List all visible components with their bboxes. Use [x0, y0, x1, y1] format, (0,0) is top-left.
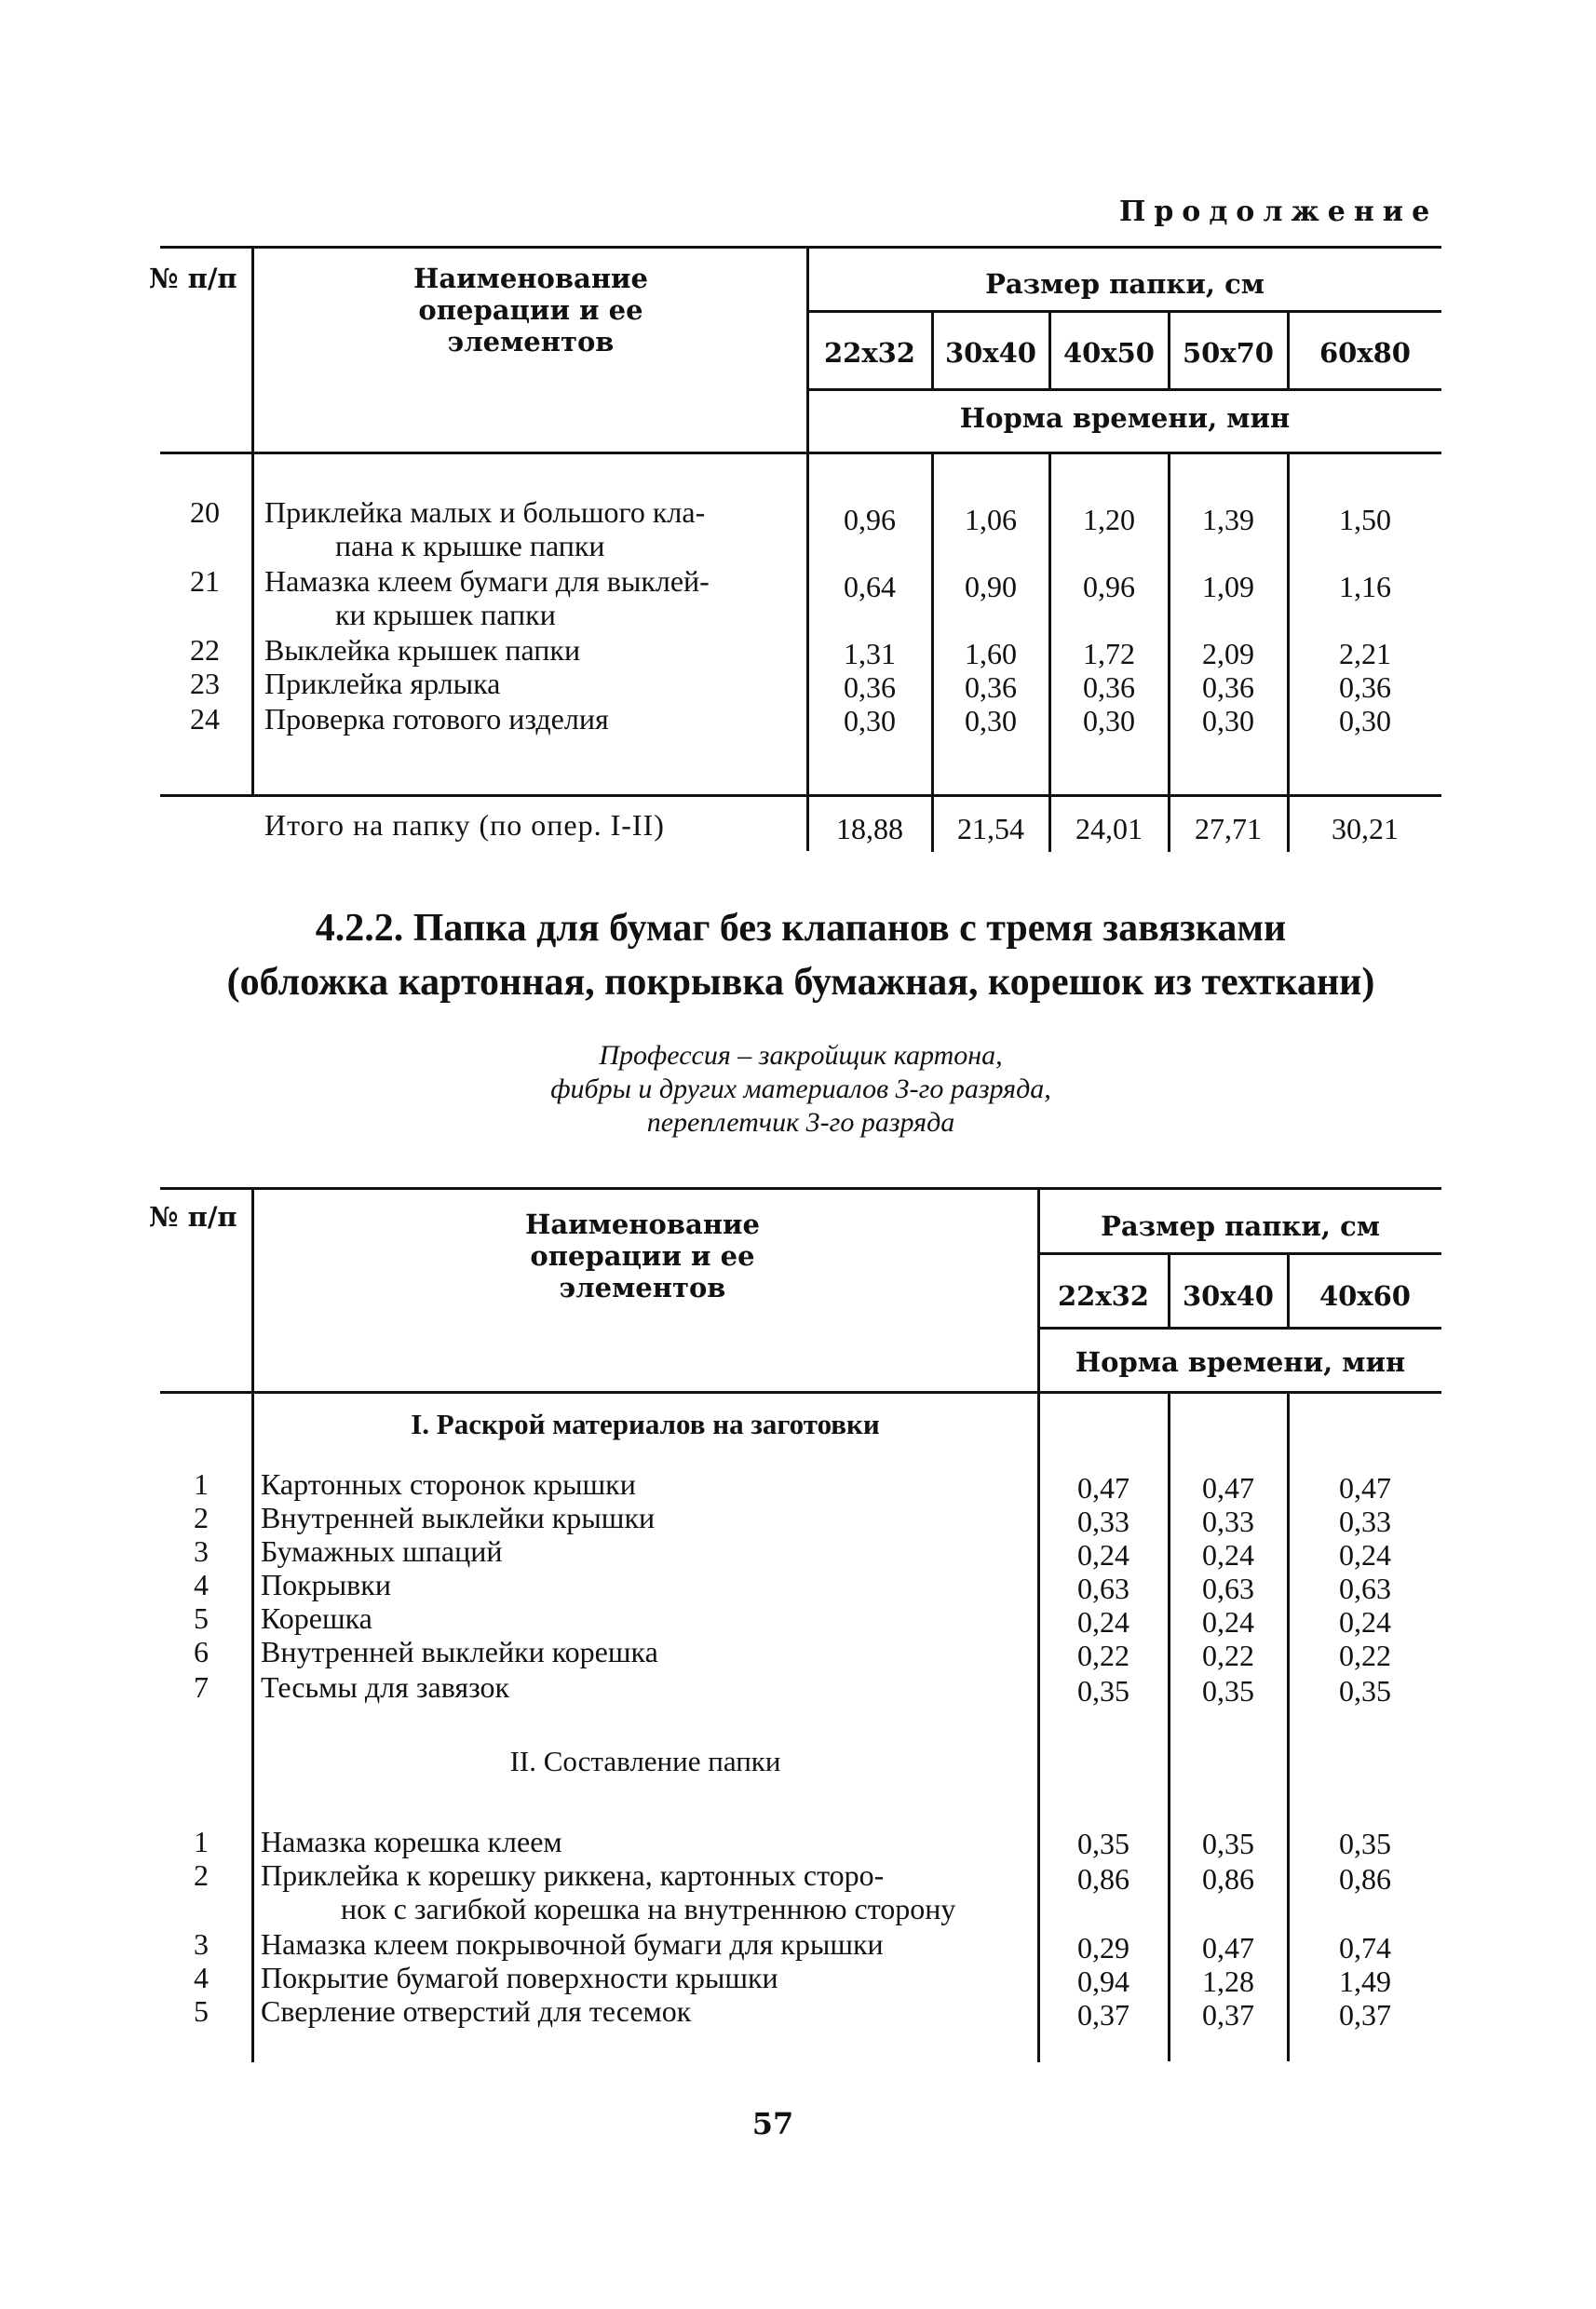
cell-value: 0,47 — [1077, 1471, 1129, 1505]
cell-value: 0,37 — [1339, 1998, 1391, 2032]
total-value: 30,21 — [1332, 812, 1399, 845]
cell-value: 0,86 — [1077, 1862, 1129, 1896]
norm-header: Норма времени, мин — [959, 402, 1291, 434]
row-num: 6 — [194, 1635, 209, 1668]
continuation-label: Продолжение — [1119, 196, 1439, 228]
cell-value: 0,35 — [1339, 1674, 1391, 1708]
row-num: 5 — [194, 1994, 209, 2028]
cell-value: 0,22 — [1077, 1639, 1129, 1672]
row-num: 24 — [190, 702, 220, 736]
cell-value: 1,31 — [844, 637, 896, 670]
size-40x50: 40x50 — [1062, 337, 1155, 369]
col-num-header: № п/п — [149, 263, 237, 294]
cell-value: 0,47 — [1202, 1931, 1254, 1965]
cell-value: 0,90 — [965, 570, 1017, 603]
cell-value: 0,24 — [1202, 1605, 1254, 1639]
row-name: Внутренней выклейки крышки — [261, 1501, 656, 1534]
row-num: 23 — [190, 667, 220, 700]
cell-value: 2,09 — [1202, 637, 1254, 670]
row-num: 21 — [190, 564, 220, 598]
cell-value: 0,63 — [1339, 1572, 1391, 1605]
col-size-header: Размер папки, см — [1101, 1210, 1380, 1242]
cell-value: 1,50 — [1339, 503, 1391, 536]
cell-value: 1,06 — [965, 503, 1017, 536]
row-name: Покрытие бумагой поверхности крышки — [261, 1961, 778, 1994]
cell-value: 0,24 — [1077, 1605, 1129, 1639]
section-heading-1: I. Раскрой материалов на заготовки — [411, 1408, 880, 1440]
cell-value: 0,35 — [1202, 1827, 1254, 1860]
cell-value: 0,63 — [1202, 1572, 1254, 1605]
cell-value: 0,24 — [1077, 1538, 1129, 1572]
norm-header: Норма времени, мин — [1075, 1346, 1406, 1378]
size-40x60: 40x60 — [1319, 1280, 1411, 1312]
total-value: 24,01 — [1075, 812, 1143, 845]
cell-value: 0,24 — [1202, 1538, 1254, 1572]
cell-value: 0,35 — [1077, 1827, 1129, 1860]
cell-value: 0,24 — [1339, 1605, 1391, 1639]
col-name-header: Наименование операции и ее элементов — [413, 263, 649, 358]
cell-value: 0,33 — [1202, 1505, 1254, 1538]
row-name: Намазка клеем покрывочной бумаги для крышки — [261, 1927, 884, 1961]
section-title-line-2: (обложка картонная, покрывка бумажная, корешок из техткани) — [226, 961, 1375, 1004]
profession-note — [160, 1039, 1441, 1140]
cell-value: 0,36 — [965, 670, 1017, 704]
cell-value: 0,64 — [844, 570, 896, 603]
row-name: Внутренней выклейки корешка — [261, 1635, 658, 1668]
cell-value: 0,94 — [1077, 1965, 1129, 1998]
row-num: 1 — [194, 1825, 209, 1858]
row-num: 2 — [194, 1501, 209, 1534]
cell-value: 0,33 — [1077, 1505, 1129, 1538]
row-num: 2 — [194, 1858, 209, 1892]
cell-value: 0,30 — [1339, 704, 1391, 737]
row-name: Корешка — [261, 1601, 372, 1635]
profession-line-3: переплетчик 3-го разряда — [646, 1107, 955, 1138]
row-num: 1 — [194, 1467, 209, 1501]
row-name: Приклейка ярлыка — [264, 667, 501, 700]
size-22x32: 22x32 — [823, 337, 915, 369]
row-name: Сверление отверстий для тесемок — [261, 1994, 692, 2028]
cell-value: 0,35 — [1339, 1827, 1391, 1860]
cell-value: 0,30 — [1083, 704, 1135, 737]
row-num: 3 — [194, 1927, 209, 1961]
row-name: Картонных сторонок крышки — [261, 1467, 636, 1501]
profession-line-2: фибры и других материалов 3-го разряда, — [550, 1073, 1051, 1104]
size-60x80: 60x80 — [1319, 337, 1411, 369]
size-30x40: 30x40 — [944, 337, 1036, 369]
row-num: 4 — [194, 1961, 209, 1994]
col-name-header: Наименование операции и ее элементов — [524, 1209, 761, 1303]
cell-value: 0,22 — [1202, 1639, 1254, 1672]
cell-value: 0,22 — [1339, 1639, 1391, 1672]
cell-value: 0,47 — [1202, 1471, 1254, 1505]
cell-value: 0,37 — [1202, 1998, 1254, 2032]
cell-value: 1,49 — [1339, 1965, 1391, 1998]
row-name: Проверка готового изделия — [264, 702, 609, 736]
row-name: Намазка корешка клеем — [261, 1825, 562, 1858]
cell-value: 0,30 — [1202, 704, 1254, 737]
row-num: 7 — [194, 1670, 209, 1704]
row-num: 4 — [194, 1568, 209, 1601]
row-name: Покрывки — [261, 1568, 391, 1601]
cell-value: 2,21 — [1339, 637, 1391, 670]
row-num: 5 — [194, 1601, 209, 1635]
row-name: Намазка клеем бумаги для выклей- — [264, 564, 710, 598]
row-name-cont: пана к крышке папки — [335, 529, 605, 562]
cell-value: 0,96 — [1083, 570, 1135, 603]
cell-value: 1,28 — [1202, 1965, 1254, 1998]
cell-value: 0,36 — [1339, 670, 1391, 704]
cell-value: 0,36 — [1083, 670, 1135, 704]
row-name: Выклейка крышек папки — [264, 633, 581, 667]
cell-value: 1,20 — [1083, 503, 1135, 536]
cell-value: 0,30 — [965, 704, 1017, 737]
total-value: 27,71 — [1195, 812, 1262, 845]
row-name: Тесьмы для завязок — [261, 1670, 510, 1704]
profession-line-1: Профессия – закройщик картона, — [599, 1040, 1003, 1071]
cell-value: 0,29 — [1077, 1931, 1129, 1965]
col-size-header: Размер папки, см — [985, 268, 1265, 300]
cell-value: 0,36 — [844, 670, 896, 704]
row-name: Приклейка к корешку риккена, картонных сторо- — [261, 1858, 885, 1892]
cell-value: 0,74 — [1339, 1931, 1391, 1965]
cell-value: 0,86 — [1339, 1862, 1391, 1896]
cell-value: 0,37 — [1077, 1998, 1129, 2032]
total-value: 21,54 — [957, 812, 1024, 845]
cell-value: 1,39 — [1202, 503, 1254, 536]
section-title — [160, 901, 1441, 1009]
col-num-header: № п/п — [149, 1201, 237, 1233]
page-number: 57 — [751, 2106, 794, 2141]
row-name-cont: нок с загибкой корешка на внутреннюю сторону — [341, 1892, 956, 1925]
cell-value: 0,24 — [1339, 1538, 1391, 1572]
total-label: Итого на папку (по опер. I-II) — [264, 808, 665, 842]
section-title-line-1: 4.2.2. Папка для бумаг без клапанов с тремя завязками — [315, 907, 1287, 950]
cell-value: 0,30 — [844, 704, 896, 737]
cell-value: 0,47 — [1339, 1471, 1391, 1505]
cell-value: 1,16 — [1339, 570, 1391, 603]
cell-value: 0,63 — [1077, 1572, 1129, 1605]
size-50x70: 50x70 — [1182, 337, 1274, 369]
cell-value: 1,60 — [965, 637, 1017, 670]
row-name: Приклейка малых и большого кла- — [264, 495, 706, 529]
row-num: 3 — [194, 1534, 209, 1568]
row-name: Бумажных шпаций — [261, 1534, 503, 1568]
cell-value: 0,86 — [1202, 1862, 1254, 1896]
size-22x32: 22x32 — [1057, 1280, 1149, 1312]
cell-value: 0,96 — [844, 503, 896, 536]
row-name-cont: ки крышек папки — [335, 598, 556, 631]
cell-value: 0,35 — [1077, 1674, 1129, 1708]
cell-value: 0,35 — [1202, 1674, 1254, 1708]
cell-value: 0,33 — [1339, 1505, 1391, 1538]
section-heading-2: II. Составление папки — [509, 1745, 781, 1777]
cell-value: 1,72 — [1083, 637, 1135, 670]
total-value: 18,88 — [836, 812, 903, 845]
row-num: 22 — [190, 633, 220, 667]
cell-value: 0,36 — [1202, 670, 1254, 704]
cell-value: 1,09 — [1202, 570, 1254, 603]
size-30x40: 30x40 — [1182, 1280, 1274, 1312]
row-num: 20 — [190, 495, 220, 529]
